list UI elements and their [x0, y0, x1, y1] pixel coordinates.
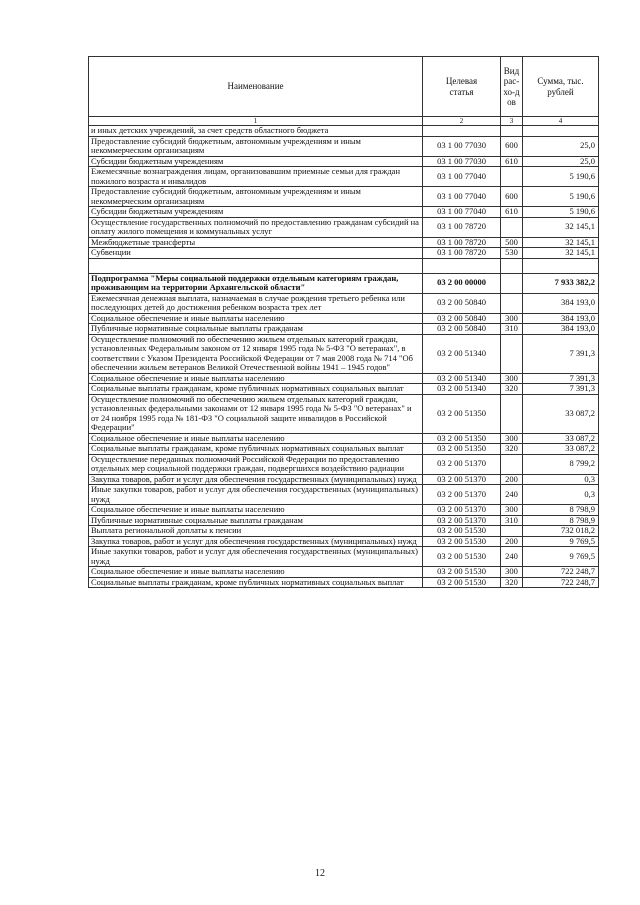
- header-name: Наименование: [89, 57, 423, 117]
- table-row: [89, 526, 599, 537]
- row-name: Социальное обеспечение и иные выплаты населению: [89, 433, 423, 444]
- row-article: 03 1 00 77040: [423, 167, 501, 187]
- row-article: 03 2 00 00000: [423, 273, 501, 293]
- table-row: [89, 156, 599, 167]
- row-name: Публичные нормативные социальные выплаты гражданам: [89, 515, 423, 526]
- header-sum: Сумма, тыс. рублей: [523, 57, 599, 117]
- row-sum: 722 248,7: [523, 577, 599, 588]
- table-row: [89, 293, 599, 313]
- row-sum: 33 087,2: [523, 433, 599, 444]
- row-article: 03 2 00 51370: [423, 515, 501, 526]
- column-number: 1: [89, 117, 423, 126]
- row-sum: 8 798,9: [523, 505, 599, 516]
- row-expense-type: 300: [501, 433, 523, 444]
- row-sum: 33 087,2: [523, 394, 599, 433]
- table-row: [89, 217, 599, 237]
- row-sum: 722 248,7: [523, 567, 599, 578]
- row-article: 03 2 00 50840: [423, 293, 501, 313]
- table-row: [89, 474, 599, 485]
- row-name: Субсидии бюджетным учреждениям: [89, 156, 423, 167]
- row-sum: 7 391,3: [523, 334, 599, 373]
- row-sum: 32 145,1: [523, 248, 599, 259]
- row-article: 03 1 00 78720: [423, 237, 501, 248]
- row-name: Осуществление переданных полномочий Российской Федерации по предоставлению отдельных мер социальной поддержки граждан, подвергшихся воздействию радиации: [89, 454, 423, 474]
- row-article: 03 2 00 51350: [423, 444, 501, 455]
- table-row: [89, 577, 599, 588]
- row-expense-type: 530: [501, 248, 523, 259]
- table-row: [89, 273, 599, 293]
- row-article: 03 2 00 51370: [423, 474, 501, 485]
- row-expense-type: 300: [501, 567, 523, 578]
- row-expense-type: [501, 454, 523, 474]
- row-expense-type: [501, 273, 523, 293]
- row-expense-type: [501, 167, 523, 187]
- table-row: [89, 334, 599, 373]
- row-expense-type: 610: [501, 156, 523, 167]
- row-name: Осуществление полномочий по обеспечению жильем отдельных категорий граждан, установленных Федеральным законом от 12 января 1995 года № 5-ФЗ "О ветеранах", в соответствии с Указом Президента Российской Федерации от 7 мая 2008 года № 714 "Об обеспечении жильем ветеранов Великой Отечественной войны 1941 – 1945 годов": [89, 334, 423, 373]
- row-article: 03 2 00 51530: [423, 567, 501, 578]
- row-article: 03 1 00 78720: [423, 217, 501, 237]
- row-expense-type: [501, 293, 523, 313]
- row-sum: 732 018,2: [523, 526, 599, 537]
- row-expense-type: [501, 526, 523, 537]
- row-expense-type: 200: [501, 474, 523, 485]
- row-sum: 7 391,3: [523, 373, 599, 384]
- row-expense-type: 240: [501, 485, 523, 505]
- row-sum: 8 798,9: [523, 515, 599, 526]
- row-expense-type: 320: [501, 384, 523, 395]
- row-expense-type: 320: [501, 577, 523, 588]
- row-article: 03 2 00 51340: [423, 373, 501, 384]
- table-row: [89, 444, 599, 455]
- table-row: [89, 536, 599, 547]
- row-sum: 9 769,5: [523, 536, 599, 547]
- row-expense-type: [501, 258, 523, 273]
- table-row: [89, 324, 599, 335]
- row-name: Социальные выплаты гражданам, кроме публичных нормативных социальных выплат: [89, 444, 423, 455]
- row-article: 03 1 00 77040: [423, 187, 501, 207]
- row-name: Субсидии бюджетным учреждениям: [89, 207, 423, 218]
- table-row: [89, 207, 599, 218]
- row-article: 03 1 00 77030: [423, 156, 501, 167]
- row-article: 03 2 00 51340: [423, 384, 501, 395]
- row-name: Закупка товаров, работ и услуг для обеспечения государственных (муниципальных) нужд: [89, 474, 423, 485]
- row-name: Осуществление полномочий по обеспечению жильем отдельных категорий граждан, установленных федеральными законами от 12 января 1995 года № 5-ФЗ "О ветеранах" и от 24 ноября 1995 года № 181-ФЗ "О социальной защите инвалидов в Российской Федерации": [89, 394, 423, 433]
- row-name: [89, 258, 423, 273]
- row-sum: 5 190,6: [523, 207, 599, 218]
- table-row: [89, 384, 599, 395]
- row-name: Иные закупки товаров, работ и услуг для обеспечения государственных (муниципальных) нужд: [89, 547, 423, 567]
- table-row: [89, 567, 599, 578]
- row-sum: 384 193,0: [523, 293, 599, 313]
- row-expense-type: 300: [501, 373, 523, 384]
- row-name: Социальное обеспечение и иные выплаты населению: [89, 505, 423, 516]
- row-expense-type: 310: [501, 324, 523, 335]
- row-expense-type: [501, 334, 523, 373]
- row-sum: 0,3: [523, 485, 599, 505]
- table-row: [89, 167, 599, 187]
- row-article: 03 1 00 77030: [423, 136, 501, 156]
- row-sum: 0,3: [523, 474, 599, 485]
- row-article: [423, 258, 501, 273]
- column-numbers-row: [89, 117, 599, 126]
- row-article: 03 1 00 77040: [423, 207, 501, 218]
- row-sum: [523, 126, 599, 137]
- table-row: [89, 433, 599, 444]
- row-name: Предоставление субсидий бюджетным, автономным учреждениям и иным некоммерческим организациям: [89, 187, 423, 207]
- row-article: [423, 126, 501, 137]
- row-name: Предоставление субсидий бюджетным, автономным учреждениям и иным некоммерческим организациям: [89, 136, 423, 156]
- row-name: Ежемесячная денежная выплата, назначаемая в случае рождения третьего ребенка или последующих детей до достижения ребенком возраста трех лет: [89, 293, 423, 313]
- row-sum: 33 087,2: [523, 444, 599, 455]
- budget-table: [88, 56, 599, 588]
- row-sum: 32 145,1: [523, 237, 599, 248]
- row-sum: 5 190,6: [523, 167, 599, 187]
- row-article: 03 2 00 51530: [423, 536, 501, 547]
- row-article: 03 2 00 51350: [423, 394, 501, 433]
- row-article: 03 2 00 51370: [423, 485, 501, 505]
- row-article: 03 2 00 51530: [423, 577, 501, 588]
- row-name: Ежемесячные вознаграждения лицам, организовавшим приемные семьи для граждан пожилого возраста и инвалидов: [89, 167, 423, 187]
- row-sum: [523, 258, 599, 273]
- row-name: Осуществление государственных полномочий по предоставлению гражданам субсидий на оплату жилого помещения и коммунальных услуг: [89, 217, 423, 237]
- row-expense-type: 310: [501, 515, 523, 526]
- row-expense-type: 300: [501, 505, 523, 516]
- column-number: 4: [523, 117, 599, 126]
- row-name: Подпрограмма "Меры социальной поддержки отдельным категориям граждан, проживающим на территории Архангельской области": [89, 273, 423, 293]
- table-row: [89, 485, 599, 505]
- row-name: Выплата региональной доплаты к пенсии: [89, 526, 423, 537]
- column-number: 3: [501, 117, 523, 126]
- table-row: [89, 237, 599, 248]
- row-article: 03 2 00 51350: [423, 433, 501, 444]
- table-row: [89, 126, 599, 137]
- row-expense-type: 610: [501, 207, 523, 218]
- page-number: 12: [315, 868, 325, 879]
- table-row: [89, 547, 599, 567]
- row-article: 03 1 00 78720: [423, 248, 501, 259]
- row-sum: 25,0: [523, 136, 599, 156]
- row-name: и иных детских учреждений, за счет средств областного бюджета: [89, 126, 423, 137]
- row-sum: 8 799,2: [523, 454, 599, 474]
- row-expense-type: [501, 126, 523, 137]
- row-article: 03 2 00 51530: [423, 526, 501, 537]
- row-name: Иные закупки товаров, работ и услуг для обеспечения государственных (муниципальных) нужд: [89, 485, 423, 505]
- row-sum: 5 190,6: [523, 187, 599, 207]
- row-name: Публичные нормативные социальные выплаты гражданам: [89, 324, 423, 335]
- row-sum: 7 391,3: [523, 384, 599, 395]
- row-article: 03 2 00 51370: [423, 505, 501, 516]
- row-sum: 32 145,1: [523, 217, 599, 237]
- row-sum: 25,0: [523, 156, 599, 167]
- row-name: Социальное обеспечение и иные выплаты населению: [89, 313, 423, 324]
- table-header-row: [89, 57, 599, 117]
- row-name: Социальное обеспечение и иные выплаты населению: [89, 567, 423, 578]
- row-expense-type: [501, 394, 523, 433]
- row-sum: 7 933 382,2: [523, 273, 599, 293]
- row-article: 03 2 00 50840: [423, 313, 501, 324]
- table-row: [89, 187, 599, 207]
- row-expense-type: 500: [501, 237, 523, 248]
- row-article: 03 2 00 51340: [423, 334, 501, 373]
- row-expense-type: 200: [501, 536, 523, 547]
- row-expense-type: 600: [501, 187, 523, 207]
- row-sum: 9 769,5: [523, 547, 599, 567]
- table-row: [89, 505, 599, 516]
- header-expense-type: Вид рас-хо-дов: [501, 57, 523, 117]
- table-row: [89, 454, 599, 474]
- row-expense-type: 300: [501, 313, 523, 324]
- row-name: Социальные выплаты гражданам, кроме публичных нормативных социальных выплат: [89, 384, 423, 395]
- table-row: [89, 373, 599, 384]
- column-number: 2: [423, 117, 501, 126]
- row-expense-type: 240: [501, 547, 523, 567]
- table-spacer-row: [89, 258, 599, 273]
- row-name: Социальные выплаты гражданам, кроме публичных нормативных социальных выплат: [89, 577, 423, 588]
- row-article: 03 2 00 51370: [423, 454, 501, 474]
- table-body: [89, 126, 599, 588]
- header-article: Целевая статья: [423, 57, 501, 117]
- table-row: [89, 136, 599, 156]
- row-name: Межбюджетные трансферты: [89, 237, 423, 248]
- row-name: Закупка товаров, работ и услуг для обеспечения государственных (муниципальных) нужд: [89, 536, 423, 547]
- row-article: 03 2 00 50840: [423, 324, 501, 335]
- table-row: [89, 394, 599, 433]
- row-name: Субвенции: [89, 248, 423, 259]
- row-article: 03 2 00 51530: [423, 547, 501, 567]
- row-expense-type: 600: [501, 136, 523, 156]
- table-row: [89, 515, 599, 526]
- row-sum: 384 193,0: [523, 313, 599, 324]
- row-expense-type: 320: [501, 444, 523, 455]
- row-name: Социальное обеспечение и иные выплаты населению: [89, 373, 423, 384]
- table-row: [89, 313, 599, 324]
- table-row: [89, 248, 599, 259]
- row-sum: 384 193,0: [523, 324, 599, 335]
- row-expense-type: [501, 217, 523, 237]
